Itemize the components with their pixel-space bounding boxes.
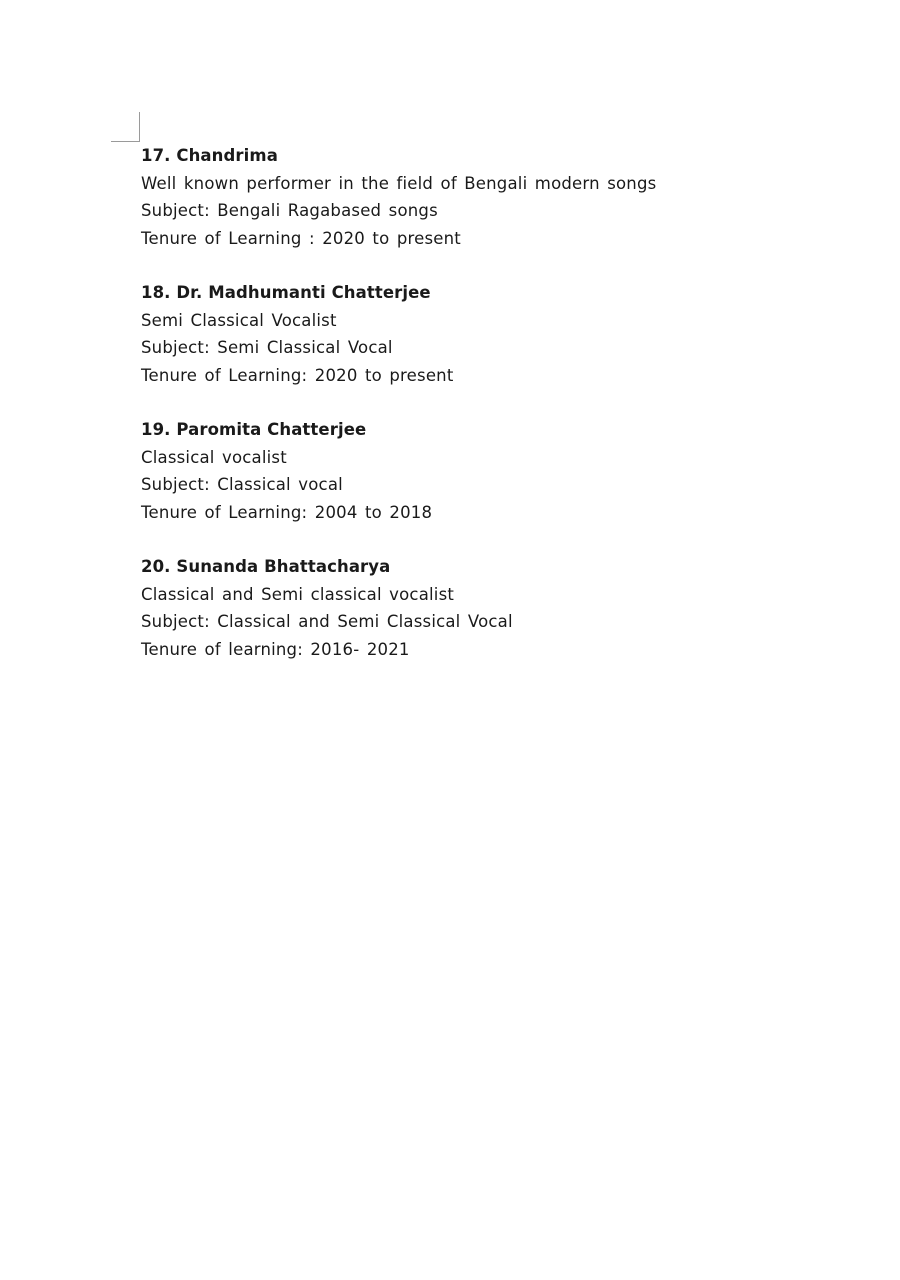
entry-title: 18. Dr. Madhumanti Chatterjee (141, 283, 431, 302)
margin-corner-marker-horizontal (111, 141, 140, 142)
entry-title: 20. Sunanda Bhattacharya (141, 557, 391, 576)
entry-tenure: Tenure of learning: 2016- 2021 (141, 639, 410, 659)
entry-tenure: Tenure of Learning: 2004 to 2018 (141, 502, 433, 522)
entry-description: Classical and Semi classical vocalist (141, 584, 455, 604)
entry-tenure: Tenure of Learning: 2020 to present (141, 365, 454, 385)
document-body (141, 142, 841, 690)
entry-subject: Subject: Semi Classical Vocal (141, 338, 393, 357)
entry-subject: Subject: Classical and Semi Classical Vocal (141, 612, 513, 631)
entry-17 (141, 142, 841, 252)
entry-subject: Subject: Bengali Ragabased songs (141, 201, 438, 220)
entry-18 (141, 279, 841, 389)
entry-description: Well known performer in the field of Bengali modern songs (141, 173, 657, 193)
entry-19 (141, 416, 841, 526)
entry-description: Semi Classical Vocalist (141, 310, 337, 330)
entry-title: 19. Paromita Chatterjee (141, 420, 367, 439)
entry-tenure: Tenure of Learning : 2020 to present (141, 228, 461, 248)
entry-description: Classical vocalist (141, 447, 287, 467)
entry-title: 17. Chandrima (141, 146, 278, 165)
margin-corner-marker-vertical (139, 112, 140, 142)
entry-20 (141, 553, 841, 663)
entry-subject: Subject: Classical vocal (141, 475, 343, 494)
